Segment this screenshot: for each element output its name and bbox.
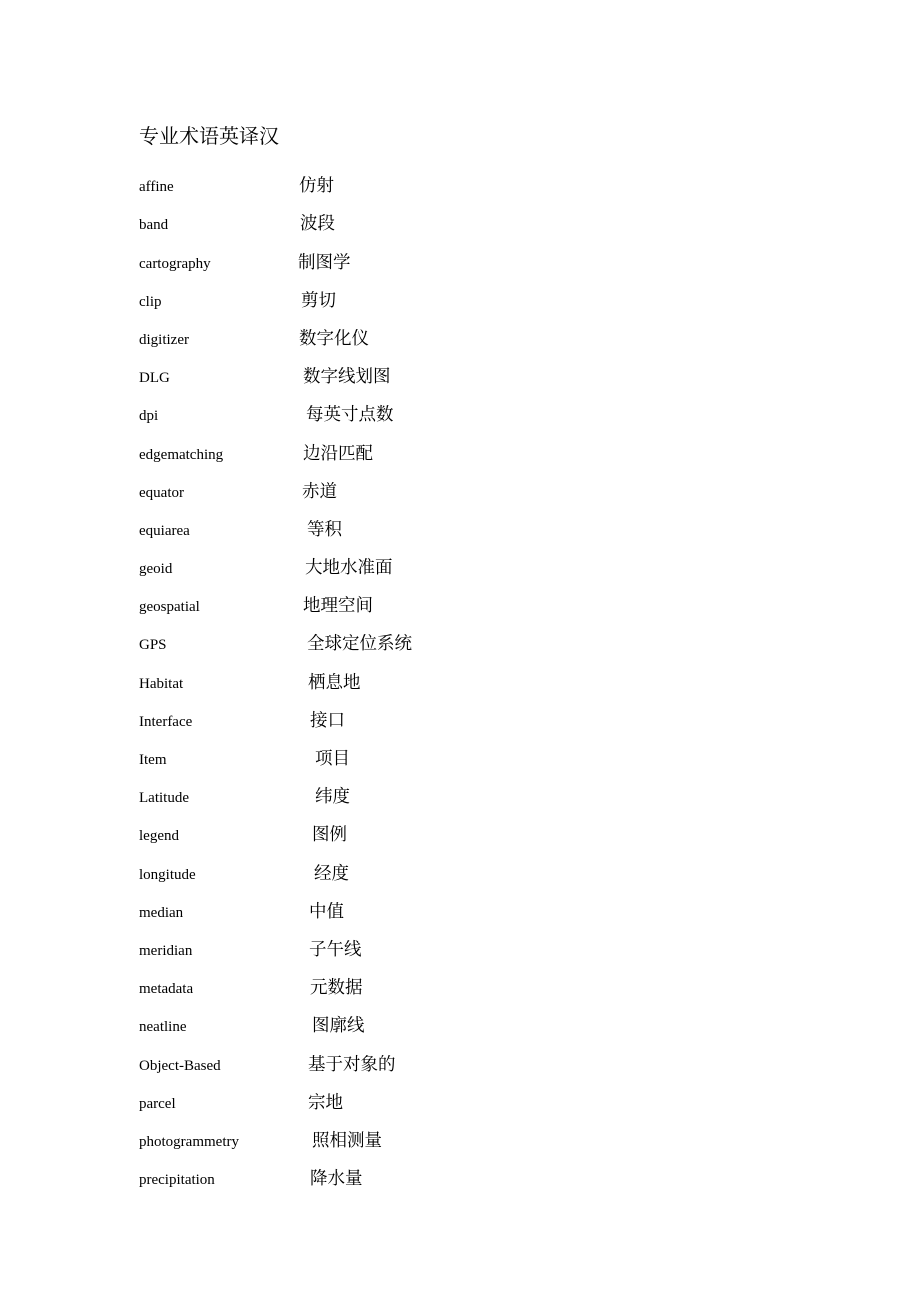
entry-term: metadata: [139, 981, 194, 998]
glossary-entry: [139, 468, 579, 506]
entry-term: photogrammetry: [139, 1133, 239, 1150]
glossary-entry: [139, 1040, 579, 1078]
entry-translation: 等积: [307, 519, 342, 540]
entry-translation: 图廓线: [312, 1016, 365, 1037]
glossary-entry: [139, 544, 579, 582]
entry-translation: 照相测量: [312, 1130, 382, 1151]
entry-term: GPS: [139, 637, 167, 654]
entry-translation: 地理空间: [303, 596, 373, 617]
entry-translation: 大地水准面: [305, 558, 393, 579]
entry-term: digitizer: [139, 331, 189, 348]
entry-translation: 剪切: [301, 290, 336, 311]
entry-translation: 项目: [315, 749, 350, 769]
entry-term: affine: [139, 179, 174, 196]
glossary-entry: [139, 1079, 579, 1117]
glossary-entry: [139, 582, 579, 620]
glossary-entry: [139, 238, 579, 276]
entry-translation: 数字化仪: [299, 328, 369, 349]
entry-term: equator: [139, 484, 184, 501]
entry-translation: 数字线划图: [303, 367, 391, 388]
entry-term: median: [139, 904, 184, 921]
entry-translation: 宗地: [308, 1092, 343, 1113]
document-title: 专业术语英译汉: [139, 124, 279, 148]
entry-translation: 中值: [309, 901, 344, 922]
entry-term: neatline: [139, 1019, 187, 1036]
glossary-entry: [139, 888, 579, 926]
glossary-entry: [139, 926, 579, 964]
glossary-entry: [139, 277, 579, 315]
glossary-entry: [139, 849, 579, 887]
entry-translation: 纬度: [315, 787, 350, 808]
entry-translation: 基于对象的: [308, 1054, 396, 1075]
entry-term: clip: [139, 293, 162, 310]
entry-term: precipitation: [139, 1172, 215, 1189]
glossary-entry: [139, 315, 579, 353]
entry-term: Interface: [139, 713, 193, 730]
glossary-entry: [139, 1117, 579, 1155]
entry-translation: 接口: [310, 710, 345, 731]
entry-translation: 制图学: [298, 252, 351, 273]
entry-translation: 图例: [312, 825, 347, 846]
entry-translation: 元数据: [310, 978, 363, 999]
entry-translation: 每英寸点数: [306, 405, 394, 426]
glossary-entry: [139, 162, 579, 200]
glossary-entry: [139, 429, 579, 467]
entry-translation: 降水量: [310, 1169, 363, 1190]
entry-term: longitude: [139, 866, 196, 883]
glossary-list: [139, 162, 579, 1193]
glossary-entry: [139, 964, 579, 1002]
entry-term: parcel: [139, 1095, 176, 1112]
entry-term: Object-Based: [139, 1057, 221, 1074]
glossary-entry: [139, 353, 579, 391]
glossary-entry: [139, 506, 579, 544]
entry-term: legend: [139, 828, 179, 845]
entry-translation: 赤道: [302, 481, 337, 502]
entry-term: meridian: [139, 942, 193, 959]
entry-term: dpi: [139, 408, 159, 425]
entry-translation: 经度: [314, 863, 349, 884]
glossary-entry: [139, 773, 579, 811]
entry-translation: 栖息地: [308, 672, 361, 693]
entry-term: edgematching: [139, 446, 224, 463]
glossary-entry: [139, 811, 579, 849]
entry-term: geoid: [139, 561, 173, 578]
entry-translation: 边沿匹配: [303, 443, 373, 464]
entry-term: Latitude: [139, 790, 189, 807]
glossary-entry: [139, 697, 579, 735]
glossary-entry: [139, 620, 579, 658]
entry-translation: 全球定位系统: [307, 634, 412, 655]
glossary-entry: [139, 658, 579, 696]
glossary-entry: [139, 200, 579, 238]
glossary-entry: [139, 735, 579, 773]
entry-translation: 子午线: [309, 939, 362, 960]
entry-translation: 仿射: [299, 176, 334, 197]
entry-term: DLG: [139, 370, 170, 387]
glossary-entry: [139, 1155, 579, 1193]
glossary-entry: [139, 1002, 579, 1040]
entry-term: band: [139, 217, 169, 234]
entry-term: Item: [139, 752, 167, 768]
entry-term: cartography: [139, 255, 211, 272]
entry-translation: 波段: [300, 214, 335, 235]
glossary-entry: [139, 391, 579, 429]
entry-term: equiarea: [139, 522, 190, 539]
entry-term: geospatial: [139, 599, 200, 616]
entry-term: Habitat: [139, 675, 184, 692]
